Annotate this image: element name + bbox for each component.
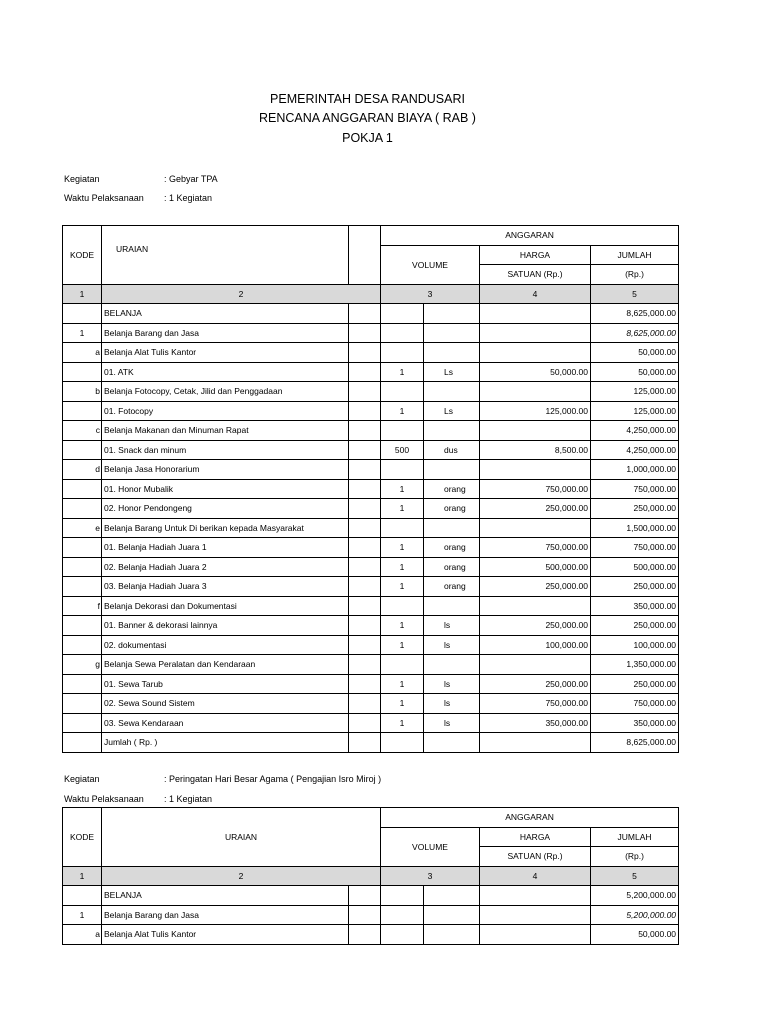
kode-cell [63, 362, 102, 382]
blank-cell [349, 694, 381, 714]
table-row [63, 362, 679, 382]
jumlah-cell: 125,000.00 [591, 382, 679, 402]
kegiatan-value-2: : Peringatan Hari Besar Agama ( Pengajian Isro Miroj ) [164, 774, 382, 784]
harga-cell: 500,000.00 [480, 557, 591, 577]
jumlah-cell: 750,000.00 [591, 538, 679, 558]
table-row [63, 421, 679, 441]
uraian-cell: Jumlah ( Rp. ) [102, 733, 349, 753]
uraian-cell: Belanja Sewa Peralatan dan Kendaraan [102, 655, 349, 675]
jumlah-cell: 350,000.00 [591, 713, 679, 733]
uraian-cell: BELANJA [102, 304, 349, 324]
kode-cell: 1 [63, 905, 102, 925]
harga-cell: 100,000.00 [480, 635, 591, 655]
doc-title-line1: PEMERINTAH DESA RANDUSARI [270, 92, 465, 106]
uraian-cell: 01. ATK [102, 362, 349, 382]
satuan-header: SATUAN (Rp.) [480, 265, 591, 285]
blank-cell [349, 577, 381, 597]
harga-cell: 125,000.00 [480, 401, 591, 421]
volume-cell: 500 [381, 440, 424, 460]
jumlah-cell: 4,250,000.00 [591, 440, 679, 460]
unit-cell [424, 925, 480, 945]
harga-cell [480, 655, 591, 675]
harga-cell [480, 460, 591, 480]
jumlah-cell: 1,000,000.00 [591, 460, 679, 480]
volume-cell: 1 [381, 557, 424, 577]
col-number-1: 1 [63, 284, 102, 304]
jumlah-cell: 50,000.00 [591, 925, 679, 945]
blank-cell [349, 421, 381, 441]
kode-cell: 1 [63, 323, 102, 343]
harga-cell: 250,000.00 [480, 499, 591, 519]
waktu-value-2: : 1 Kegiatan [164, 794, 213, 804]
kegiatan-value: : Gebyar TPA [164, 174, 218, 184]
uraian-cell: 02. Honor Pendongeng [102, 499, 349, 519]
waktu-label: Waktu Pelaksanaan [64, 193, 144, 203]
blank-cell [349, 323, 381, 343]
rp-header-2: (Rp.) [591, 847, 679, 867]
volume-cell: 1 [381, 635, 424, 655]
kode-cell [63, 635, 102, 655]
uraian-cell: Belanja Fotocopy, Cetak, Jilid dan Penggadaan [102, 382, 349, 402]
uraian-cell: 02. dokumentasi [102, 635, 349, 655]
volume-cell: 1 [381, 616, 424, 636]
unit-cell [424, 886, 480, 906]
harga-header-2: HARGA [480, 827, 591, 847]
uraian-cell: Belanja Jasa Honorarium [102, 460, 349, 480]
uraian-cell: Belanja Alat Tulis Kantor [102, 343, 349, 363]
kode-cell: d [63, 460, 102, 480]
jumlah-cell: 750,000.00 [591, 479, 679, 499]
blank-cell [349, 460, 381, 480]
kode-cell [63, 713, 102, 733]
blank-cell [349, 440, 381, 460]
harga-cell: 250,000.00 [480, 674, 591, 694]
jumlah-header-2: JUMLAH [591, 827, 679, 847]
volume-header: VOLUME [381, 245, 480, 284]
unit-cell: ls [424, 674, 480, 694]
rab-table-1 [62, 225, 679, 753]
jumlah-cell: 1,500,000.00 [591, 518, 679, 538]
rab-table-2 [62, 807, 679, 945]
jumlah-cell: 4,250,000.00 [591, 421, 679, 441]
anggaran-header-2: ANGGARAN [381, 808, 679, 828]
volume-cell [381, 518, 424, 538]
volume-cell: 1 [381, 479, 424, 499]
harga-cell [480, 596, 591, 616]
kode-cell: b [63, 382, 102, 402]
uraian-header: URAIAN [102, 226, 349, 285]
unit-cell: orang [424, 499, 480, 519]
satuan-header-2: SATUAN (Rp.) [480, 847, 591, 867]
uraian-cell: 01. Honor Mubalik [102, 479, 349, 499]
volume-cell [381, 925, 424, 945]
blank-cell [349, 538, 381, 558]
jumlah-header: JUMLAH [591, 245, 679, 265]
volume-cell [381, 655, 424, 675]
blank-cell [349, 557, 381, 577]
col-number-3-2: 3 [381, 866, 480, 886]
kode-cell [63, 674, 102, 694]
jumlah-cell: 500,000.00 [591, 557, 679, 577]
harga-cell [480, 343, 591, 363]
volume-header-2: VOLUME [381, 827, 480, 866]
uraian-cell: BELANJA [102, 886, 349, 906]
jumlah-cell: 50,000.00 [591, 362, 679, 382]
kegiatan-label-2: Kegiatan [64, 774, 100, 784]
kode-cell: a [63, 925, 102, 945]
kode-cell: g [63, 655, 102, 675]
table-row [63, 674, 679, 694]
unit-cell: orang [424, 538, 480, 558]
blank-cell [349, 479, 381, 499]
table-row [63, 557, 679, 577]
kode-cell [63, 886, 102, 906]
harga-cell: 750,000.00 [480, 479, 591, 499]
harga-cell [480, 733, 591, 753]
unit-cell: ls [424, 713, 480, 733]
unit-cell [424, 518, 480, 538]
blank-cell [349, 616, 381, 636]
uraian-cell: 01. Belanja Hadiah Juara 1 [102, 538, 349, 558]
volume-cell: 1 [381, 694, 424, 714]
unit-cell [424, 421, 480, 441]
blank-cell [349, 905, 381, 925]
kode-cell [63, 538, 102, 558]
jumlah-cell: 125,000.00 [591, 401, 679, 421]
harga-header: HARGA [480, 245, 591, 265]
unit-cell [424, 655, 480, 675]
jumlah-cell: 8,625,000.00 [591, 733, 679, 753]
jumlah-cell: 250,000.00 [591, 616, 679, 636]
unit-cell [424, 343, 480, 363]
unit-cell: orang [424, 577, 480, 597]
harga-cell: 50,000.00 [480, 362, 591, 382]
col-number-1-2: 1 [63, 866, 102, 886]
uraian-cell: Belanja Dekorasi dan Dokumentasi [102, 596, 349, 616]
blank-cell [349, 733, 381, 753]
uraian-cell: Belanja Barang Untuk Di berikan kepada Masyarakat [102, 518, 349, 538]
jumlah-cell: 50,000.00 [591, 343, 679, 363]
harga-cell [480, 304, 591, 324]
volume-cell [381, 460, 424, 480]
doc-title-line2: RENCANA ANGGARAN BIAYA ( RAB ) [259, 111, 476, 125]
jumlah-cell: 5,200,000.00 [591, 886, 679, 906]
blank-cell [349, 518, 381, 538]
jumlah-cell: 100,000.00 [591, 635, 679, 655]
table-row [63, 713, 679, 733]
table-row [63, 577, 679, 597]
blank-cell [349, 499, 381, 519]
jumlah-cell: 750,000.00 [591, 694, 679, 714]
kode-cell [63, 304, 102, 324]
harga-cell: 250,000.00 [480, 616, 591, 636]
harga-cell: 250,000.00 [480, 577, 591, 597]
kegiatan-label: Kegiatan [64, 174, 100, 184]
table-row [63, 518, 679, 538]
unit-cell [424, 733, 480, 753]
blank-cell [349, 343, 381, 363]
table-row [63, 905, 679, 925]
table-row [63, 886, 679, 906]
col-number-4: 4 [480, 284, 591, 304]
volume-cell: 1 [381, 401, 424, 421]
volume-cell [381, 733, 424, 753]
blank-cell [349, 382, 381, 402]
col-number-4-2: 4 [480, 866, 591, 886]
uraian-cell: 01. Banner & dekorasi lainnya [102, 616, 349, 636]
harga-cell [480, 421, 591, 441]
anggaran-header: ANGGARAN [381, 226, 679, 246]
uraian-cell: 02. Belanja Hadiah Juara 2 [102, 557, 349, 577]
kode-cell [63, 694, 102, 714]
uraian-cell: 03. Belanja Hadiah Juara 3 [102, 577, 349, 597]
volume-cell [381, 905, 424, 925]
jumlah-cell: 250,000.00 [591, 674, 679, 694]
volume-cell [381, 343, 424, 363]
volume-cell [381, 304, 424, 324]
jumlah-cell: 8,625,000.00 [591, 304, 679, 324]
blank-cell [349, 304, 381, 324]
unit-cell [424, 905, 480, 925]
harga-cell [480, 518, 591, 538]
col-number-5-2: 5 [591, 866, 679, 886]
rp-header: (Rp.) [591, 265, 679, 285]
volume-cell: 1 [381, 674, 424, 694]
table-row [63, 694, 679, 714]
jumlah-cell: 250,000.00 [591, 499, 679, 519]
table-row [63, 382, 679, 402]
blank-cell [349, 655, 381, 675]
kode-header-2: KODE [63, 808, 102, 867]
kode-cell [63, 577, 102, 597]
harga-cell: 8,500.00 [480, 440, 591, 460]
uraian-header-2: URAIAN [102, 808, 381, 867]
jumlah-cell: 250,000.00 [591, 577, 679, 597]
table-row [63, 635, 679, 655]
kode-cell [63, 499, 102, 519]
col-number-2: 2 [102, 284, 381, 304]
blank-cell [349, 635, 381, 655]
volume-cell: 1 [381, 499, 424, 519]
col-number-2-2: 2 [102, 866, 381, 886]
harga-cell: 750,000.00 [480, 538, 591, 558]
blank-header-cell [349, 226, 381, 285]
blank-cell [349, 596, 381, 616]
jumlah-cell: 350,000.00 [591, 596, 679, 616]
waktu-value: : 1 Kegiatan [164, 193, 213, 203]
kode-cell [63, 440, 102, 460]
table-row [63, 596, 679, 616]
unit-cell [424, 323, 480, 343]
volume-cell [381, 886, 424, 906]
uraian-cell: Belanja Makanan dan Minuman Rapat [102, 421, 349, 441]
kode-cell: a [63, 343, 102, 363]
blank-cell [349, 886, 381, 906]
kode-cell: c [63, 421, 102, 441]
table-row [63, 401, 679, 421]
table-row [63, 499, 679, 519]
unit-cell: ls [424, 635, 480, 655]
waktu-label-2: Waktu Pelaksanaan [64, 794, 144, 804]
col-number-5: 5 [591, 284, 679, 304]
volume-cell [381, 382, 424, 402]
table-row [63, 323, 679, 343]
table-row [63, 655, 679, 675]
table-row [63, 925, 679, 945]
unit-cell: Ls [424, 362, 480, 382]
volume-cell: 1 [381, 577, 424, 597]
harga-cell: 350,000.00 [480, 713, 591, 733]
table-row [63, 538, 679, 558]
jumlah-cell: 8,625,000.00 [591, 323, 679, 343]
table-row [63, 479, 679, 499]
uraian-cell: Belanja Barang dan Jasa [102, 905, 349, 925]
blank-cell [349, 362, 381, 382]
volume-cell [381, 323, 424, 343]
unit-cell: Ls [424, 401, 480, 421]
blank-cell [349, 713, 381, 733]
harga-cell [480, 905, 591, 925]
uraian-cell: 03. Sewa Kendaraan [102, 713, 349, 733]
unit-cell: orang [424, 557, 480, 577]
kode-cell [63, 733, 102, 753]
jumlah-cell: 5,200,000.00 [591, 905, 679, 925]
unit-cell: ls [424, 694, 480, 714]
harga-cell: 750,000.00 [480, 694, 591, 714]
harga-cell [480, 382, 591, 402]
table-row [63, 304, 679, 324]
table-row [63, 440, 679, 460]
kode-cell [63, 557, 102, 577]
table-row [63, 460, 679, 480]
doc-title-line3: POKJA 1 [342, 131, 393, 145]
kode-cell [63, 401, 102, 421]
uraian-cell: Belanja Alat Tulis Kantor [102, 925, 349, 945]
kode-header: KODE [63, 226, 102, 285]
col-number-3: 3 [381, 284, 480, 304]
table-row [63, 733, 679, 753]
blank-cell [349, 674, 381, 694]
table-row [63, 343, 679, 363]
uraian-cell: 02. Sewa Sound Sistem [102, 694, 349, 714]
volume-cell: 1 [381, 713, 424, 733]
table-row [63, 616, 679, 636]
kode-cell: f [63, 596, 102, 616]
unit-cell: ls [424, 616, 480, 636]
unit-cell [424, 460, 480, 480]
kode-cell [63, 616, 102, 636]
blank-cell [349, 401, 381, 421]
blank-cell [349, 925, 381, 945]
kode-cell: e [63, 518, 102, 538]
unit-cell [424, 596, 480, 616]
unit-cell: orang [424, 479, 480, 499]
jumlah-cell: 1,350,000.00 [591, 655, 679, 675]
uraian-cell: 01. Sewa Tarub [102, 674, 349, 694]
unit-cell: dus [424, 440, 480, 460]
kode-cell [63, 479, 102, 499]
volume-cell: 1 [381, 538, 424, 558]
harga-cell [480, 925, 591, 945]
unit-cell [424, 382, 480, 402]
unit-cell [424, 304, 480, 324]
uraian-cell: Belanja Barang dan Jasa [102, 323, 349, 343]
uraian-cell: 01. Fotocopy [102, 401, 349, 421]
volume-cell [381, 596, 424, 616]
volume-cell: 1 [381, 362, 424, 382]
volume-cell [381, 421, 424, 441]
uraian-cell: 01. Snack dan minum [102, 440, 349, 460]
harga-cell [480, 886, 591, 906]
harga-cell [480, 323, 591, 343]
